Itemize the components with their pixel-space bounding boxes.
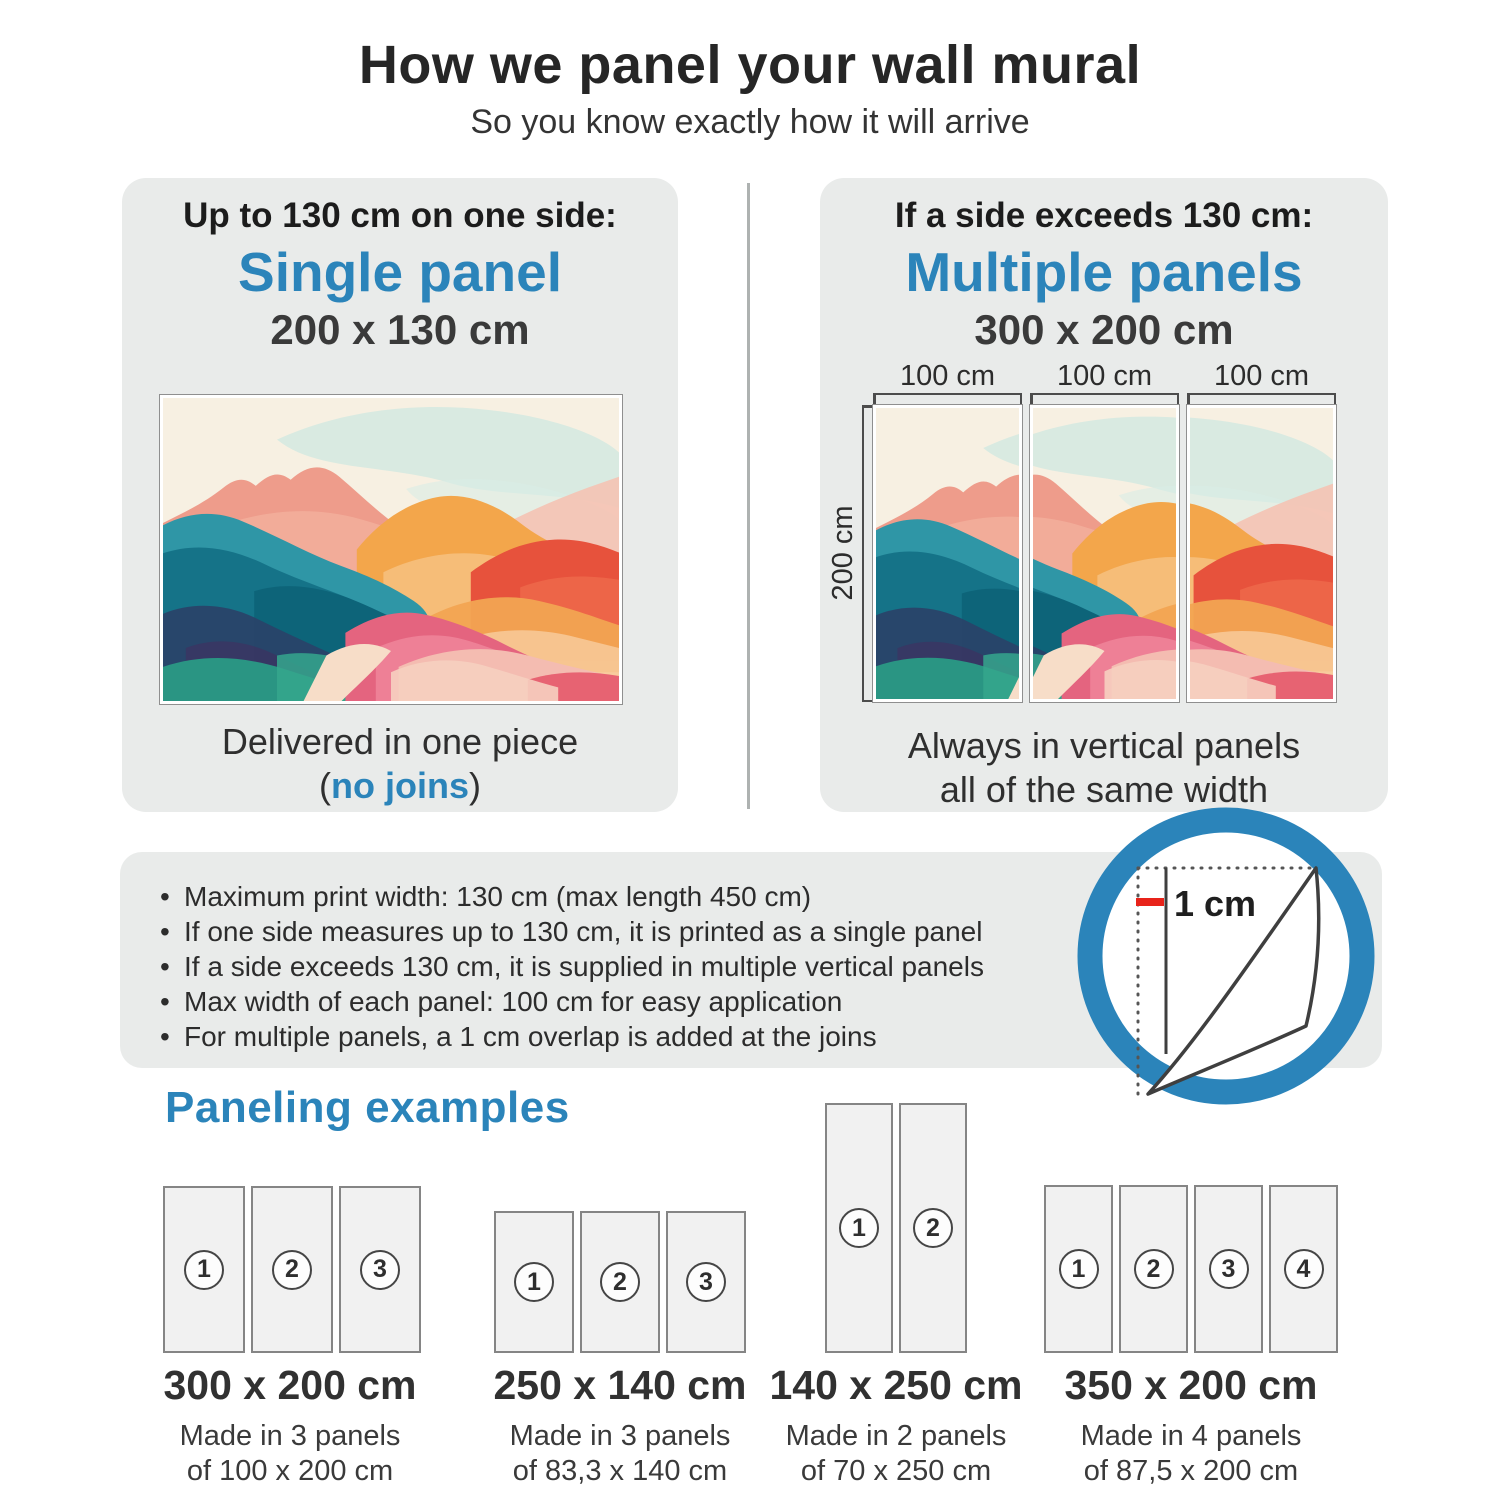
page-subtitle: So you know exactly how it will arrive bbox=[470, 103, 1030, 141]
example-made-line2: of 100 x 200 cm bbox=[186, 1455, 394, 1487]
panel-number-badge: 3 bbox=[360, 1250, 400, 1290]
example-panel bbox=[1194, 1185, 1263, 1353]
multiple-panels-caption bbox=[820, 724, 1388, 812]
multiple-panels-card bbox=[820, 178, 1388, 812]
example-panel bbox=[666, 1211, 746, 1353]
paren-open: ( bbox=[319, 765, 331, 806]
example-size: 300 x 200 cm bbox=[163, 1362, 417, 1408]
caption-line-1: Delivered in one piece bbox=[221, 721, 579, 762]
example-panel bbox=[580, 1211, 660, 1353]
page-title: How we panel your wall mural bbox=[358, 35, 1142, 95]
multiple-panels-type: Multiple panels bbox=[905, 241, 1303, 303]
example-250x140-label bbox=[460, 1362, 780, 1489]
panel-number-badge: 1 bbox=[1059, 1249, 1099, 1289]
example-made-line1: Made in 3 panels bbox=[509, 1420, 731, 1452]
single-panel-condition: Up to 130 cm on one side: bbox=[183, 196, 617, 235]
example-size: 250 x 140 cm bbox=[493, 1362, 747, 1408]
panel-number-badge: 2 bbox=[272, 1250, 312, 1290]
example-made-line1: Made in 2 panels bbox=[785, 1420, 1007, 1452]
info-bullet-3: • If a side exceeds 130 cm, it is supplied in multiple vertical panels bbox=[160, 949, 1382, 984]
example-panel bbox=[825, 1103, 893, 1353]
example-300x200-panels bbox=[163, 1186, 421, 1353]
example-panel bbox=[339, 1186, 421, 1353]
mural-image-slice-3 bbox=[1190, 408, 1333, 699]
panel-number-badge: 1 bbox=[514, 1262, 554, 1302]
multiple-panels-size: 300 x 200 cm bbox=[974, 306, 1234, 353]
info-bullet-5: • For multiple panels, a 1 cm overlap is added at the joins bbox=[160, 1019, 1382, 1054]
panel-number-badge: 2 bbox=[1134, 1249, 1174, 1289]
width-dimension-line-3 bbox=[1187, 393, 1336, 404]
example-140x250-panels bbox=[825, 1103, 967, 1353]
info-bullet-1: • Maximum print width: 130 cm (max length 450 cm) bbox=[160, 879, 1382, 914]
example-panel bbox=[163, 1186, 245, 1353]
example-made-line2: of 87,5 x 200 cm bbox=[1083, 1455, 1299, 1487]
example-140x250-label bbox=[736, 1362, 1056, 1489]
height-dimension-line bbox=[862, 405, 873, 702]
example-panel bbox=[1269, 1185, 1338, 1353]
single-panel-mural bbox=[160, 395, 622, 704]
one-cm-marker bbox=[1136, 898, 1164, 906]
width-dimension-label-3: 100 cm bbox=[1213, 360, 1310, 392]
mural-image-slice-1 bbox=[876, 408, 1019, 699]
panel-number-badge: 1 bbox=[839, 1208, 879, 1248]
caption-line-2: all of the same width bbox=[939, 769, 1269, 810]
panel-number-badge: 4 bbox=[1284, 1249, 1324, 1289]
page-curl-icon bbox=[1076, 806, 1376, 1106]
example-size: 140 x 250 cm bbox=[769, 1362, 1023, 1408]
overlap-label: 1 cm bbox=[1174, 883, 1257, 924]
multiple-panels-condition: If a side exceeds 130 cm: bbox=[894, 196, 1314, 235]
example-panel bbox=[899, 1103, 967, 1353]
example-panel bbox=[494, 1211, 574, 1353]
single-panel-size: 200 x 130 cm bbox=[270, 306, 530, 353]
example-300x200-label bbox=[130, 1362, 450, 1489]
panel-number-badge: 2 bbox=[600, 1262, 640, 1302]
example-made-line2: of 83,3 x 140 cm bbox=[512, 1455, 728, 1487]
caption-line-1: Always in vertical panels bbox=[907, 725, 1301, 766]
card-divider bbox=[747, 183, 750, 809]
single-panel-type: Single panel bbox=[238, 241, 562, 303]
width-dimension-line-1 bbox=[873, 393, 1022, 404]
example-made-line1: Made in 4 panels bbox=[1080, 1420, 1302, 1452]
overlap-detail-icon bbox=[1076, 806, 1376, 1106]
example-250x140-panels bbox=[494, 1211, 746, 1353]
example-panel bbox=[1044, 1185, 1113, 1353]
example-made-line1: Made in 3 panels bbox=[179, 1420, 401, 1452]
width-dimension-label-1: 100 cm bbox=[899, 360, 996, 392]
height-dimension-label: 200 cm bbox=[827, 505, 859, 601]
no-joins-highlight: no joins bbox=[331, 765, 469, 806]
examples-heading: Paneling examples bbox=[165, 1083, 570, 1132]
info-bullet-2: • If one side measures up to 130 cm, it is printed as a single panel bbox=[160, 914, 1382, 949]
example-350x200-label bbox=[1031, 1362, 1351, 1489]
paren-close: ) bbox=[469, 765, 481, 806]
caption-line-2 bbox=[122, 764, 678, 808]
panel-number-badge: 1 bbox=[184, 1250, 224, 1290]
panel-number-badge: 3 bbox=[1209, 1249, 1249, 1289]
mural-image-slice-2 bbox=[1033, 408, 1176, 699]
example-panel bbox=[251, 1186, 333, 1353]
width-dimension-label-2: 100 cm bbox=[1056, 360, 1153, 392]
single-panel-card bbox=[122, 178, 678, 812]
mural-panel-1 bbox=[873, 405, 1022, 702]
panel-number-badge: 2 bbox=[913, 1208, 953, 1248]
width-dimension-line-2 bbox=[1030, 393, 1179, 404]
panel-number-badge: 3 bbox=[686, 1262, 726, 1302]
example-panel bbox=[1119, 1185, 1188, 1353]
mural-panel-3 bbox=[1187, 405, 1336, 702]
example-size: 350 x 200 cm bbox=[1064, 1362, 1318, 1408]
example-350x200-panels bbox=[1044, 1185, 1338, 1353]
info-bullet-4: • Max width of each panel: 100 cm for easy application bbox=[160, 984, 1382, 1019]
mural-image bbox=[163, 398, 619, 701]
example-made-line2: of 70 x 250 cm bbox=[800, 1455, 992, 1487]
mural-panel-2 bbox=[1030, 405, 1179, 702]
single-panel-caption bbox=[122, 720, 678, 808]
